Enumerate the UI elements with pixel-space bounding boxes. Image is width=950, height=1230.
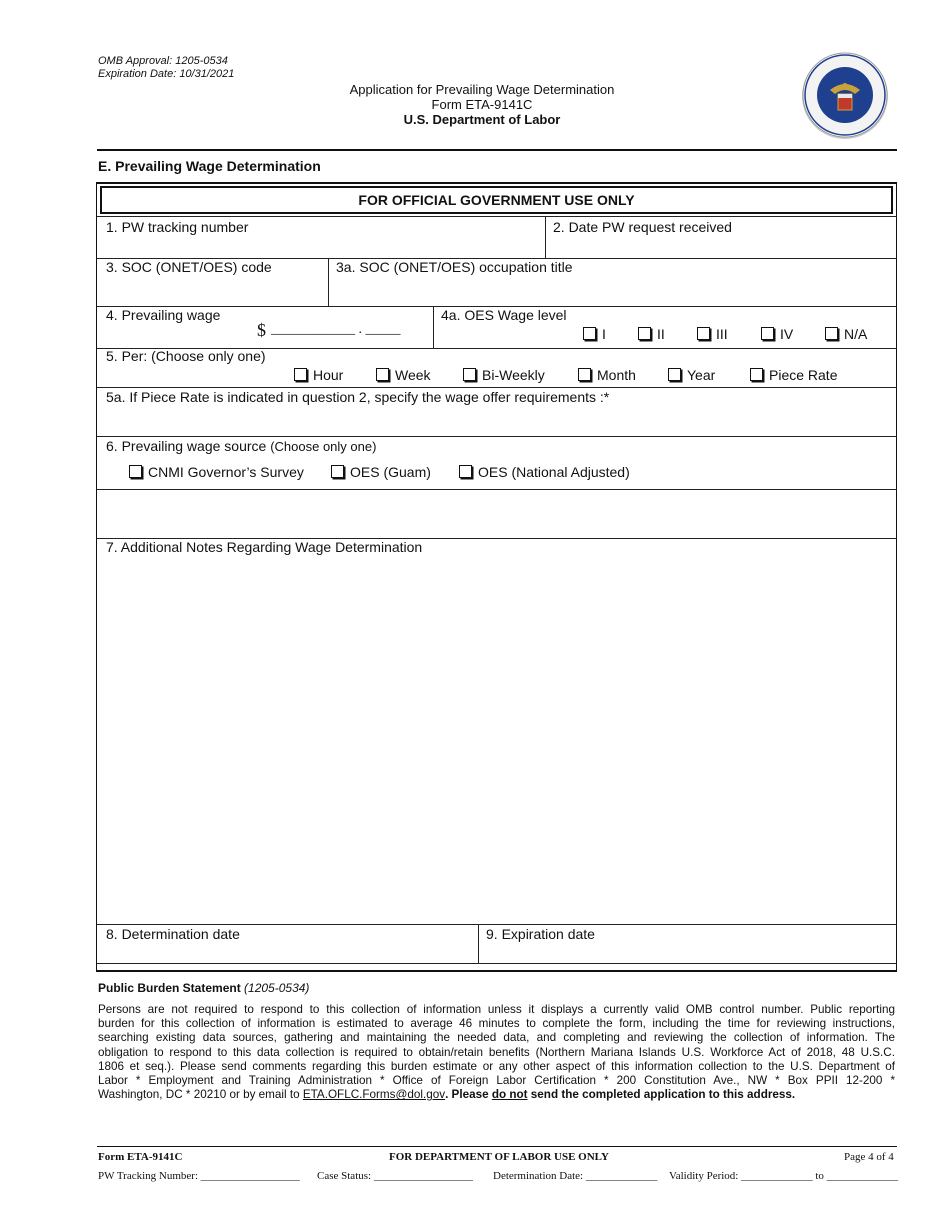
- burden-line: burden for this collection of information is estimated to average 46 minutes to complete the form, including the time for reviewing instructions,: [98, 1017, 895, 1031]
- official-use-banner: FOR OFFICIAL GOVERNMENT USE ONLY: [100, 186, 893, 214]
- soc-code-label: 3. SOC (ONET/OES) code: [106, 259, 272, 275]
- prevailing-wage-input[interactable]: ____________ . _____: [271, 322, 401, 337]
- burden-line: Persons are not required to respond to this collection of information unless it displays a currently valid OMB control number. Public reporting: [98, 1003, 895, 1016]
- per-option-label: Piece Rate: [769, 367, 838, 383]
- form-title-line3: U.S. Department of Labor: [403, 112, 561, 127]
- source-option-label: OES (National Adjusted): [478, 464, 630, 480]
- per-option-label: Bi-Weekly: [482, 367, 545, 383]
- per-week[interactable]: [376, 367, 431, 383]
- divider: [478, 924, 479, 963]
- footer-determination-date: Determination Date: _____________: [493, 1170, 658, 1182]
- form-frame: [96, 182, 897, 972]
- checkbox-icon: [459, 465, 472, 478]
- checkbox-icon: [578, 368, 591, 381]
- checkbox-icon: [583, 327, 596, 340]
- footer-dol-use: FOR DEPARTMENT OF LABOR USE ONLY: [389, 1151, 609, 1163]
- piece-rate-requirements-label: 5a. If Piece Rate is indicated in question 2, specify the wage offer requirements :*: [106, 389, 610, 405]
- burden-statement: [98, 1003, 895, 1102]
- section-title: E. Prevailing Wage Determination: [98, 158, 321, 174]
- per-option-label: Hour: [313, 367, 344, 383]
- wage-level-iii[interactable]: [697, 326, 728, 342]
- omb-approval: OMB Approval: 1205-0534: [98, 55, 228, 67]
- wage-level-na[interactable]: [825, 326, 867, 342]
- additional-notes-label: 7. Additional Notes Regarding Wage Determination: [106, 539, 423, 555]
- burden-line: obligation to respond to this data collection is required to obtain/retain benefits (Northern Mariana Islands U.S. Workforce Act of 2018, 48 U.S.C.: [98, 1045, 895, 1059]
- checkbox-icon: [638, 327, 651, 340]
- per-option-label: Month: [597, 367, 636, 383]
- per-hour[interactable]: [294, 367, 343, 383]
- divider: [97, 387, 897, 388]
- pw-tracking-number-label: 1. PW tracking number: [106, 219, 249, 235]
- divider: [97, 489, 897, 490]
- burden-line: 1806 et seq.). Please send comments regarding this burden estimate or any other aspect of this information collection to the U.S. Department of: [98, 1059, 895, 1073]
- wage-level-label: II: [657, 326, 665, 342]
- source-option-label: OES (Guam): [350, 464, 431, 480]
- checkbox-icon: [129, 465, 142, 478]
- per-month[interactable]: [578, 367, 636, 383]
- wage-level-label: I: [602, 326, 606, 342]
- dollar-sign: $: [257, 320, 266, 340]
- per-piece-rate[interactable]: [750, 367, 837, 383]
- wage-level-label: N/A: [844, 326, 868, 342]
- per-option-label: Year: [687, 367, 716, 383]
- checkbox-icon: [761, 327, 774, 340]
- checkbox-icon: [331, 465, 344, 478]
- source-option-label: CNMI Governor’s Survey: [148, 464, 304, 480]
- per-year[interactable]: [668, 367, 715, 383]
- footer-validity-period: Validity Period: _____________ to _____________: [669, 1170, 899, 1182]
- date-pw-request-label: 2. Date PW request received: [553, 219, 732, 235]
- checkbox-icon: [697, 327, 710, 340]
- footer-page: Page 4 of 4: [844, 1151, 894, 1163]
- oes-wage-level-label: 4a. OES Wage level: [441, 307, 567, 323]
- per-bi-weekly[interactable]: [463, 367, 545, 383]
- wage-level-i[interactable]: [583, 326, 606, 342]
- divider: [97, 216, 897, 217]
- wage-level-label: IV: [780, 326, 794, 342]
- burden-line: Washington, DC * 20210 or by email to ETA.OFLC.Forms@dol.gov. Please do not send the completed application to this address.: [98, 1088, 796, 1102]
- expiration-date-header: Expiration Date: 10/31/2021: [98, 68, 235, 80]
- checkbox-icon: [376, 368, 389, 381]
- checkbox-icon: [463, 368, 476, 381]
- email-link[interactable]: ETA.OFLC.Forms@dol.gov: [302, 1088, 446, 1102]
- footer-rule: [97, 1146, 897, 1147]
- divider: [97, 436, 897, 437]
- expiration-date-label: 9. Expiration date: [486, 926, 595, 942]
- soc-title-label: 3a. SOC (ONET/OES) occupation title: [336, 259, 573, 275]
- wage-level-label: III: [716, 326, 728, 342]
- form-title-line2: Form ETA-9141C: [431, 97, 533, 112]
- wage-source-label: 6. Prevailing wage source (Choose only one): [106, 438, 377, 454]
- prevailing-wage-label: 4. Prevailing wage: [106, 307, 221, 323]
- burden-line: searching existing data sources, gathering and maintaining the needed data, and completing and reviewing the collection of information. The: [98, 1031, 895, 1045]
- header-rule: [97, 149, 897, 151]
- determination-date-label: 8. Determination date: [106, 926, 240, 942]
- footer-pw-tracking: PW Tracking Number: __________________: [98, 1170, 300, 1182]
- divider: [97, 963, 897, 964]
- divider: [328, 258, 329, 306]
- divider: [97, 924, 897, 925]
- source-oes-guam[interactable]: [331, 464, 431, 480]
- source-oes-national[interactable]: [459, 464, 630, 480]
- burden-line: Labor * Employment and Training Administration * Office of Foreign Labor Certification * 200 Constitution Ave., NW * Box PPII 12-200 *: [98, 1074, 895, 1088]
- wage-level-ii[interactable]: [638, 326, 665, 342]
- footer-form-id: Form ETA-9141C: [98, 1151, 183, 1163]
- form-title: [282, 82, 682, 127]
- divider: [545, 216, 546, 258]
- burden-title: Public Burden Statement (1205-0534): [98, 981, 310, 995]
- divider: [433, 306, 434, 348]
- footer-case-status: Case Status: __________________: [317, 1170, 473, 1182]
- checkbox-icon: [825, 327, 838, 340]
- checkbox-icon: [668, 368, 681, 381]
- burden-code: (1205-0534): [244, 981, 310, 995]
- form-title-line1: Application for Prevailing Wage Determination: [349, 82, 615, 97]
- source-cnmi[interactable]: [129, 464, 304, 480]
- wage-source-hint: (Choose only one): [270, 439, 377, 454]
- dol-seal-icon: [800, 50, 890, 140]
- per-label: 5. Per: (Choose only one): [106, 348, 266, 364]
- checkbox-icon: [294, 368, 307, 381]
- wage-level-iv[interactable]: [761, 326, 793, 342]
- per-option-label: Week: [395, 367, 431, 383]
- checkbox-icon: [750, 368, 763, 381]
